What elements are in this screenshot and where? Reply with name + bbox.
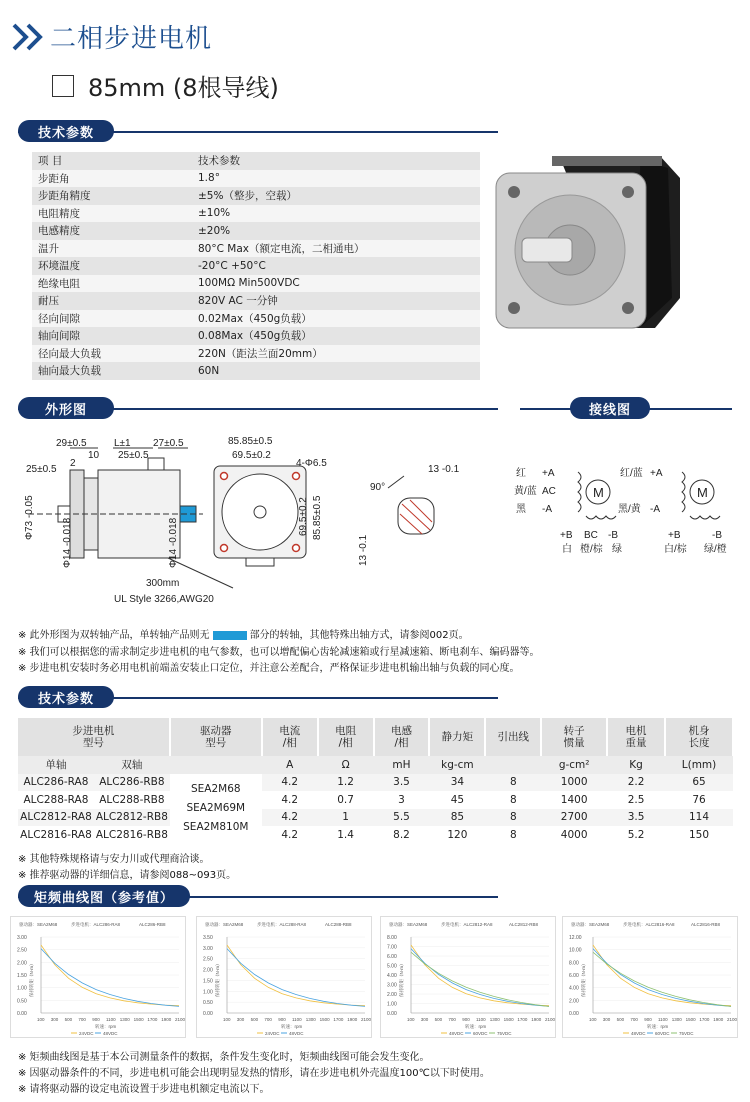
y-axis-label: 保持转矩（N·m） [29,961,34,997]
x-tick: 100 [37,1017,45,1022]
legend-item: 60VDC [655,1031,670,1036]
wire-color-label: 绿 [612,544,622,555]
y-axis-label: 保持转矩（N·m） [215,961,220,997]
spec-key: 步距角 [38,172,70,185]
spec-key: 绝缘电阻 [38,277,80,290]
page-title: 二相步进电机 [50,24,213,54]
y-tick: 2.00 [17,960,27,967]
unit-cell [485,756,541,774]
x-tick: 1500 [133,1017,144,1022]
wire-color-label: 黑/黄 [618,504,641,515]
curve-motor2: ALC2812-RB8 [509,922,539,927]
cell-double: ALC2816-RB8 [94,826,170,844]
unit-cell: mH [374,756,430,774]
x-tick: 1300 [489,1017,500,1022]
y-tick: 1.00 [387,1001,397,1008]
spec-key: 耐压 [38,295,59,308]
cell-torque: 34 [429,774,485,792]
double-chevron-icon [12,23,46,51]
x-tick: 1700 [517,1017,528,1022]
curve-motor: 步进电机：ALC2812-RA8 [441,922,493,927]
cell-leads: 8 [485,774,541,792]
x-tick: 2100 [175,1017,186,1022]
wiring-right [618,466,727,555]
y-tick: 4.00 [569,985,579,992]
wire-color-label: 绿/橙 [704,544,727,555]
page-header [12,18,212,55]
legend-item: 24VDC [79,1031,94,1036]
cell-leads: 8 [485,809,541,827]
spec-row [32,345,480,363]
torque-curve-chart [196,916,372,1038]
x-tick: 700 [264,1017,272,1022]
note-5: ※ 推荐驱动器的详细信息，请参阅088~093页。 [18,870,237,881]
cell-single: ALC2812-RA8 [18,809,94,827]
curve-driver: 驱动器：SEA2M68 [19,922,58,927]
x-tick: 2100 [361,1017,372,1022]
x-tick: 1900 [531,1017,542,1022]
curve-motor2: ALC2816-RB8 [691,922,721,927]
x-tick: 500 [250,1017,259,1022]
spec-row [32,327,480,345]
y-tick: 8.00 [569,960,579,967]
cell-double: ALC2812-RB8 [94,809,170,827]
spec-value: -20°C +50°C [198,259,266,272]
spec-value: 820V AC 一分钟 [198,295,278,308]
note-3: ※ 步进电机安装时务必用电机前端盖安装止口定位，并注意公差配合，严格保证步进电机输出轴与负载的同心度。 [18,663,520,674]
spec-row [32,222,480,240]
unit-cell: kg-cm [429,756,485,774]
cell-inertia: 2700 [541,809,607,827]
cell-current: 4.2 [262,809,318,827]
cell-current: 4.2 [262,826,318,844]
x-tick: 500 [434,1017,443,1022]
table-row [18,809,733,827]
dim-2: 2 [70,458,76,469]
table-row [18,791,733,809]
wire-color-label: 黑 [516,504,526,515]
cell-length: 114 [665,809,733,827]
dim-13: 13 -0.1 [428,464,460,475]
y-tick: 0.00 [17,1011,27,1017]
checkbox-icon [52,75,74,97]
note-7: ※ 因驱动器条件的不同，步进电机可能会出现明显发热的情形，请在步进电机外壳温度100℃以下时使用。 [18,1068,490,1079]
wire-terminal-label: -A [542,504,552,515]
spec-key: 项 目 [38,155,63,168]
th-col: 机身 长度 [665,718,733,756]
x-tick: 100 [589,1017,597,1022]
th-col: 电机 重量 [607,718,665,756]
spec-key: 电感精度 [38,225,80,238]
unit-cell: Ω [318,756,374,774]
subtitle-row [52,68,279,103]
y-tick: 1.50 [17,973,27,979]
cell-double: ALC286-RB8 [94,774,170,792]
dim-phi14b: Φ14 -0.018 [168,517,179,568]
dim-25b: 25±0.5 [118,450,149,461]
curve-motor: 步进电机：ALC2816-RA8 [623,922,675,927]
y-tick: 10.00 [569,947,582,954]
x-tick: 900 [462,1017,470,1022]
section-outline-title: 外形图 [18,397,114,419]
cell-length: 76 [665,791,733,809]
th-col: 驱动器 型号 [170,718,262,756]
curve-series-line [593,952,731,1006]
x-tick: 1100 [658,1017,668,1022]
torque-curve-chart [562,916,738,1038]
y-axis-label: 保持转矩（N·m） [399,961,404,997]
y-tick: 7.00 [387,944,397,951]
x-tick: 1300 [119,1017,130,1022]
cell-ind: 5.5 [374,809,430,827]
legend-item: 24VDC [265,1031,280,1036]
dim-69-5-v: 69.5±0.2 [298,497,309,536]
tech-table [18,718,734,844]
y-tick: 0.00 [387,1011,397,1017]
note-8: ※ 请将驱动器的设定电流设置于步进电机额定电流以下。 [18,1084,270,1095]
spec-row [32,362,480,380]
y-tick: 4.00 [387,973,397,979]
legend-item: 48VDC [103,1031,118,1036]
cell-leads: 8 [485,826,541,844]
x-tick: 900 [278,1017,286,1022]
x-tick: 1100 [292,1017,302,1022]
section-tech-title: 技术参数 [18,686,114,708]
y-tick: 1.00 [17,985,27,992]
curve-motor2: ALC288-RB8 [325,922,352,927]
curve-driver: 驱动器：SEA2M68 [571,922,610,927]
x-tick: 1700 [333,1017,344,1022]
wiring-diagram [500,462,740,562]
spec-row [32,240,480,258]
cell-res: 1 [318,809,374,827]
note-1: ※ 此外形图为双转轴产品，单转轴产品则无 部分的转轴，其他特殊出轴方式，请参阅002页。 [18,630,469,641]
wire-color-label: 红/蓝 [620,468,643,479]
x-tick: 300 [50,1017,59,1022]
th-double: 双轴 [94,756,170,774]
motor-photo [490,148,690,338]
note-6: ※ 矩频曲线图是基于本公司测量条件的数据，条件发生变化时，矩频曲线图可能会发生变化。 [18,1052,430,1063]
dim-10: 10 [88,450,100,461]
curve-series-line [411,945,549,1006]
y-tick: 0.50 [17,998,27,1005]
y-tick: 12.00 [569,935,582,941]
y-axis-label: 保持转矩（N·m） [581,961,586,997]
x-tick: 900 [92,1017,100,1022]
page-subtitle: 85mm (8根导线) [88,74,279,102]
cell-current: 4.2 [262,791,318,809]
motor-symbol: M [593,485,604,500]
wire-color-label: 橙/棕 [580,544,603,555]
y-tick: 3.00 [387,982,397,989]
th-col: 电流 /相 [262,718,318,756]
legend-item: 75VDC [497,1031,512,1036]
spec-value: 60N [198,364,220,377]
x-tick: 900 [644,1017,652,1022]
curve-motor: 步进电机：ALC286-RA8 [71,922,121,927]
section-curve-title: 矩频曲线图（参考值） [18,885,190,907]
spec-row [32,292,480,310]
th-motor-model: 步进电机 型号 [18,718,170,756]
cable-spec: UL Style 3266,AWG20 [114,594,214,605]
x-axis-label: 转速：rpm [95,1024,117,1029]
unit-cell: Kg [607,756,665,774]
curve-driver: 驱动器：SEA2M68 [389,922,428,927]
cell-res: 1.2 [318,774,374,792]
curve-series-line [593,945,731,1006]
dim-25a: 25±0.5 [26,464,57,475]
curve-series-line [411,952,549,1006]
x-tick: 500 [64,1017,73,1022]
x-tick: 1700 [699,1017,710,1022]
y-tick: 2.00 [387,992,397,998]
cell-torque: 120 [429,826,485,844]
legend-item: 48VDC [631,1031,646,1036]
motor-symbol: M [697,485,708,500]
cell-length: 65 [665,774,733,792]
x-tick: 2100 [727,1017,738,1022]
x-tick: 1300 [671,1017,682,1022]
x-tick: 1900 [161,1017,172,1022]
x-tick: 300 [420,1017,429,1022]
y-tick: 2.50 [203,956,213,963]
spec-key: 温升 [38,242,59,255]
th-col: 电阻 /相 [318,718,374,756]
x-tick: 1500 [685,1017,696,1022]
cell-inertia: 1000 [541,774,607,792]
spec-value: ±10% [198,207,231,220]
x-tick: 1100 [106,1017,116,1022]
dim-13b: 13 -0.1 [358,534,369,566]
x-tick: 700 [78,1017,86,1022]
spec-row [32,170,480,188]
unit-cell: g-cm² [541,756,607,774]
wire-terminal-label: -B [712,530,722,541]
spec-row [32,152,480,170]
y-tick: 0.00 [569,1011,579,1017]
th-col: 电感 /相 [374,718,430,756]
note-4: ※ 其他特殊规格请与安力川或代理商洽谈。 [18,854,210,865]
cable-length: 300mm [146,578,180,589]
x-tick: 700 [448,1017,456,1022]
y-tick: 3.50 [203,935,213,941]
x-axis-label: 转速：rpm [465,1024,487,1029]
x-tick: 1500 [503,1017,514,1022]
spec-key: 环境温度 [38,260,80,273]
spec-value: 80°C Max（额定电流，二相通电） [198,242,365,255]
y-tick: 0.50 [203,1000,213,1007]
torque-curve-chart [380,916,556,1038]
y-tick: 1.50 [203,978,213,985]
cell-drivers: SEA2M68 SEA2M69M SEA2M810M [170,774,262,844]
spec-key: 径向最大负载 [38,347,101,360]
spec-value: 100MΩ Min500VDC [198,277,300,290]
y-tick: 2.00 [569,998,579,1005]
y-tick: 1.00 [203,989,213,996]
cell-weight: 2.5 [607,791,665,809]
spec-value: ±20% [198,224,231,237]
y-tick: 3.00 [203,945,213,952]
x-tick: 300 [236,1017,245,1022]
cell-single: ALC286-RA8 [18,774,94,792]
cell-ind: 8.2 [374,826,430,844]
table-row [18,774,733,792]
table-row [18,826,733,844]
cell-ind: 3 [374,791,430,809]
y-tick: 6.00 [387,954,397,960]
curve-driver: 驱动器：SEA2M68 [205,922,244,927]
cell-weight: 5.2 [607,826,665,844]
x-tick: 1300 [305,1017,316,1022]
y-tick: 5.00 [387,963,397,970]
wire-terminal-label: +A [650,468,663,479]
wire-color-label: 白 [562,544,572,555]
x-axis-label: 转速：rpm [281,1024,303,1029]
spec-key: 轴向间隙 [38,330,80,343]
cell-weight: 2.2 [607,774,665,792]
spec-value: 0.02Max（450g负载） [198,312,312,325]
wire-color-label: 红 [516,468,526,479]
unit-cell: A [262,756,318,774]
x-tick: 1500 [319,1017,330,1022]
dim-29: 29±0.5 [56,438,87,449]
spec-table [32,152,480,380]
dim-85-85-v: 85.85±0.5 [312,495,323,540]
spec-row [32,275,480,293]
curve-motor2: ALC286-RB8 [139,922,166,927]
th-col: 转子 惯量 [541,718,607,756]
x-tick: 1900 [713,1017,724,1022]
spec-row [32,187,480,205]
th-col: 引出线 [485,718,541,756]
x-tick: 1100 [476,1017,486,1022]
cell-ind: 3.5 [374,774,430,792]
spec-row [32,205,480,223]
curve-series-line [41,945,179,1006]
spec-key: 电阻精度 [38,207,80,220]
wire-terminal-label: +B [668,530,681,541]
cell-torque: 85 [429,809,485,827]
dim-hole: 4-Φ6.5 [296,458,327,469]
spec-key: 步距角精度 [38,190,91,203]
section-wiring-title: 接线图 [570,397,650,419]
th-col: 静力矩 [429,718,485,756]
spec-row [32,257,480,275]
x-tick: 1700 [147,1017,158,1022]
x-tick: 100 [223,1017,231,1022]
section-spec-title: 技术参数 [18,120,114,142]
spec-value: 技术参数 [198,155,240,168]
dim-27: 27±0.5 [153,438,184,449]
spec-value: 1.8° [198,172,220,185]
dim-69-5: 69.5±0.2 [232,450,271,461]
cell-torque: 45 [429,791,485,809]
cell-res: 0.7 [318,791,374,809]
legend-item: 60VDC [473,1031,488,1036]
th-single: 单轴 [18,756,94,774]
legend-item: 48VDC [449,1031,464,1036]
x-tick: 500 [616,1017,625,1022]
cell-single: ALC288-RA8 [18,791,94,809]
spec-value: 0.08Max（450g负载） [198,330,312,343]
unit-cell: L(mm) [665,756,733,774]
x-tick: 100 [407,1017,415,1022]
cell-double: ALC288-RB8 [94,791,170,809]
x-tick: 2100 [545,1017,556,1022]
note-2: ※ 我们可以根据您的需求制定步进电机的电气参数，也可以增配偏心齿轮减速箱或行星减速箱、断电刹车、编码器等。 [18,647,540,658]
wire-terminal-label: AC [542,486,556,497]
cell-inertia: 1400 [541,791,607,809]
legend-item: 48VDC [289,1031,304,1036]
curve-series-line [227,945,365,1006]
spec-key: 径向间隙 [38,312,80,325]
spec-row [32,310,480,328]
x-tick: 300 [602,1017,611,1022]
wire-terminal-label: -A [650,504,660,515]
cell-single: ALC2816-RA8 [18,826,94,844]
wire-terminal-label: +B [560,530,573,541]
x-tick: 700 [630,1017,638,1022]
accent-swatch [213,631,247,640]
y-tick: 8.00 [387,935,397,941]
dim-phi73: Φ73 -0.05 [24,495,35,540]
wire-terminal-label: BC [584,530,598,541]
cell-inertia: 4000 [541,826,607,844]
cell-weight: 3.5 [607,809,665,827]
curve-motor: 步进电机：ALC288-RA8 [257,922,307,927]
dim-phi14a: Φ14 -0.018 [62,517,73,568]
dim-L: L±1 [114,438,131,449]
wire-terminal-label: +A [542,468,555,479]
x-tick: 1900 [347,1017,358,1022]
legend-item: 75VDC [679,1031,694,1036]
y-tick: 6.00 [569,973,579,979]
y-tick: 3.00 [17,935,27,941]
spec-value: 220N（距法兰面20mm） [198,347,323,360]
spec-key: 轴向最大负载 [38,365,101,378]
torque-curve-chart [10,916,186,1038]
cell-res: 1.4 [318,826,374,844]
dim-85-85: 85.85±0.5 [228,436,273,447]
wiring-left [514,467,622,555]
y-tick: 0.00 [203,1011,213,1017]
dim-90: 90° [370,482,386,493]
y-tick: 2.00 [203,967,213,974]
y-tick: 2.50 [17,947,27,954]
cell-leads: 8 [485,791,541,809]
cell-length: 150 [665,826,733,844]
spec-value: ±5%（整步，空载） [198,190,297,203]
wire-color-label: 黄/蓝 [514,486,537,497]
cell-current: 4.2 [262,774,318,792]
outline-drawing [18,428,488,610]
wire-terminal-label: -B [608,530,618,541]
wire-color-label: 白/棕 [664,544,687,555]
x-axis-label: 转速：rpm [647,1024,669,1029]
